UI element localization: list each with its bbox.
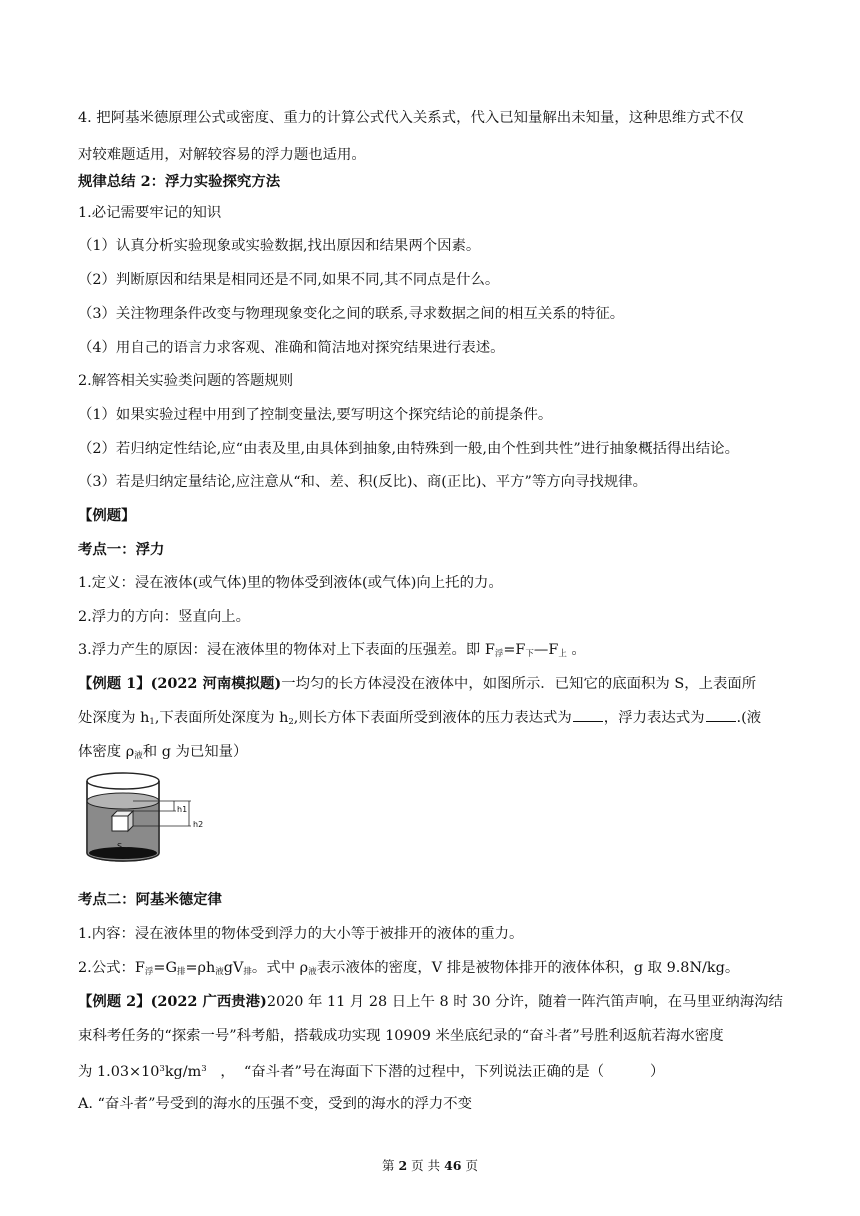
answer-blank bbox=[573, 709, 603, 722]
section-heading: 【例题】 bbox=[78, 507, 136, 524]
definition-line: 1.定义：浸在液体(或气体)里的物体受到液体(或气体)向上托的力。 bbox=[78, 575, 503, 591]
definition-line: 1.内容：浸在液体里的物体受到浮力的大小等于被排开的液体的重力。 bbox=[78, 926, 524, 942]
total-pages: 46 bbox=[444, 1158, 462, 1173]
example-1-line: 体密度 $\rho_液$和 g 为已知量） bbox=[78, 744, 248, 761]
container-diagram bbox=[86, 770, 226, 862]
list-item: （3）关注物理条件改变与物理现象变化之间的联系,寻求数据之间的相互关系的特征。 bbox=[78, 306, 625, 322]
list-item: （2）若归纳定性结论,应“由表及里,由具体到抽象,由特殊到一般,由个性到共性”进行抽象概括得出结论。 bbox=[78, 441, 739, 457]
answer-blank bbox=[706, 709, 736, 722]
submerged-block bbox=[112, 811, 133, 831]
example-2-line: 【例题 2】(2022 广西贵港)2020 年 11 月 28 日上午 8 时 30 分许，随着一阵汽笛声响，在马里亚纳海沟结 bbox=[78, 993, 783, 1010]
example-2-line: 束科考任务的“探索一号”科考船，搭载成功实现 10909 米坐底纪录的“奋斗者”号胜利返航若海水密度 bbox=[78, 1028, 724, 1044]
list-item: （1）认真分析实验现象或实验数据,找出原因和结果两个因素。 bbox=[78, 238, 481, 254]
formula-line: 3.浮力产生的原因：浸在液体里的物体对上下表面的压强差。即 $F_浮=F_下—F_上$ 。 bbox=[78, 642, 586, 659]
definition-line: 2.浮力的方向：竖直向上。 bbox=[78, 609, 251, 625]
list-item: （2）判断原因和结果是相同还是不同,如果不同,其不同点是什么。 bbox=[78, 272, 500, 288]
option-a: A. “奋斗者”号受到的海水的压强不变，受到的海水的浮力不变 bbox=[78, 1096, 473, 1112]
subheading: 2.解答相关实验类问题的答题规则 bbox=[78, 373, 294, 389]
current-page: 2 bbox=[398, 1158, 408, 1173]
example-2-tag: 【例题 2】(2022 广西贵港) bbox=[78, 993, 267, 1010]
page-footer: 第 2 页 共 46 页 bbox=[382, 1158, 478, 1173]
h2-label: h2 bbox=[193, 820, 204, 829]
topic-heading: 考点一：浮力 bbox=[78, 541, 165, 558]
example-1-line: 【例题 1】(2022 河南模拟题)一均匀的长方体浸没在液体中，如图所示．已知它的底面积为 S，上表面所 bbox=[78, 675, 757, 692]
subheading: 1.必记需要牢记的知识 bbox=[78, 205, 222, 221]
paragraph-line: 对较难题适用，对解较容易的浮力题也适用。 bbox=[78, 147, 366, 163]
example-1-tag: 【例题 1】(2022 河南模拟题) bbox=[78, 675, 282, 692]
section-heading: 规律总结 2：浮力实验探究方法 bbox=[78, 173, 281, 190]
list-item: （1）如果实验过程中用到了控制变量法,要写明这个探究结论的前提条件。 bbox=[78, 407, 553, 423]
area-label: S bbox=[117, 842, 123, 851]
list-item: （4）用自己的语言力求客观、准确和简洁地对探究结果进行表述。 bbox=[78, 340, 505, 356]
paragraph-line: 4. 把阿基米德原理公式或密度、重力的计算公式代入关系式，代入已知量解出未知量，这种思维方式不仅 bbox=[78, 110, 744, 126]
h1-label: h1 bbox=[177, 805, 188, 814]
list-item: （3）若是归纳定量结论,应注意从“和、差、积(反比)、商(正比)、平方”等方向寻找规律。 bbox=[78, 474, 647, 490]
example-2-line: 为 $1.03\times 10^3kg/m^3$ ， “奋斗者”号在海面下下潜的过程中，下列说法正确的是（ ） bbox=[78, 1064, 665, 1080]
formula-line: 2.公式：$F_浮=G_排=\rho h_液gV_排$。式中 $\rho_液$表示液体的密度，V 排是被物体排开的液体体积，g 取 9.8N/kg。 bbox=[78, 960, 740, 977]
topic-heading: 考点二：阿基米德定律 bbox=[78, 891, 222, 908]
example-1-line: 处深度为 $h_1$,下表面所处深度为 $h_2$,则长方体下表面所受到液体的压力表达式为 ，浮力表达式为 .(液 bbox=[78, 710, 762, 727]
